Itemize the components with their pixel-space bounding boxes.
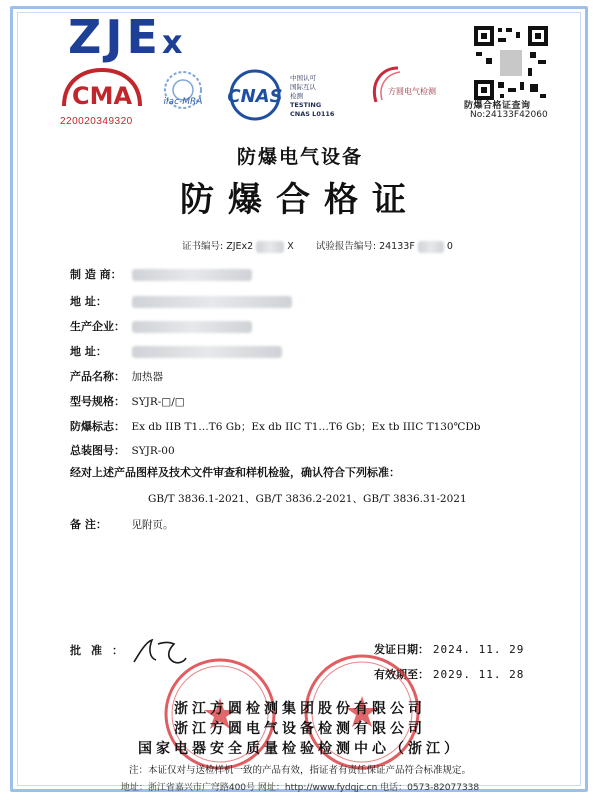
- brand-logo: ZJEx: [68, 10, 187, 64]
- qr-number: No:24133F42060: [470, 110, 548, 120]
- issuer-org-1: 浙江方圆检测集团股份有限公司: [174, 701, 426, 717]
- product-label: 产品名称：: [70, 370, 125, 383]
- cma-logo: [60, 66, 144, 127]
- product-row: [70, 368, 163, 384]
- model-label: 型号规格：: [70, 395, 125, 408]
- qr-code-icon[interactable]: [472, 24, 550, 102]
- svg-text:ilac-MRA: ilac-MRA: [163, 97, 203, 107]
- footer-contact: 地址：浙江省嘉兴市广穹路400号 网址：http://www.fydqjc.cn 电话：0573-82077338: [120, 783, 480, 793]
- address1-label: 地 址：: [70, 295, 107, 308]
- report-number-value: 24133F: [379, 241, 415, 252]
- footnote: 注：本证仅对与送检样机一致的产品有效，指证者有责任保证产品符合标准规定。: [128, 765, 471, 776]
- manufacturer-row: [70, 266, 252, 282]
- cnas-logo: [222, 68, 288, 122]
- cma-code: 220020349320: [60, 116, 133, 127]
- report-number-label: 试验报告编号:: [315, 241, 377, 252]
- drawing-row: [70, 442, 175, 458]
- issuer-org-3: 国家电器安全质量检验检测中心（浙江）: [138, 741, 462, 757]
- svg-text:方圆电气检测: 方圆电气检测: [388, 87, 436, 96]
- address2-label: 地 址：: [70, 345, 107, 358]
- exmark-row: [70, 418, 481, 434]
- statement: 经对上述产品图样及技术文件审查和样机检验，确认符合下列标准：: [70, 466, 400, 479]
- redacted-manufacturer: [132, 269, 252, 281]
- document-title: 防爆合格证: [180, 180, 420, 220]
- cma-mark-icon: [60, 66, 144, 110]
- svg-text:CMA: CMA: [71, 82, 133, 110]
- approve-label: 批准：: [70, 644, 133, 657]
- redacted-address1: [132, 296, 292, 308]
- redacted-address2: [132, 346, 282, 358]
- valid-date-value: 2029. 11. 28: [432, 668, 525, 681]
- cert-number-value: ZJEx2: [226, 241, 254, 252]
- address2-row: [70, 343, 282, 359]
- issuer-org-2: 浙江方圆电气设备检测有限公司: [174, 721, 426, 737]
- valid-date-label: 有效期至：: [374, 668, 429, 681]
- producer-row: [70, 318, 252, 334]
- remark-row: [70, 516, 174, 532]
- certificate-numbers: [182, 238, 453, 253]
- model-row: [70, 393, 185, 409]
- redacted-producer: [132, 321, 252, 333]
- standards-list: GB/T 3836.1-2021、GB/T 3836.2-2021、GB/T 3836.31-2021: [148, 493, 467, 505]
- document-subtitle: 防爆电气设备: [236, 146, 363, 168]
- remark-value: 见附页。: [131, 519, 174, 531]
- address1-row: [70, 293, 292, 309]
- remark-label: 备 注：: [70, 518, 107, 531]
- redacted-report-number: [418, 241, 444, 253]
- fangyuan-swoosh-logo: [368, 62, 458, 110]
- svg-text:CNAS: CNAS: [227, 86, 283, 107]
- producer-label: 生产企业：: [70, 320, 125, 333]
- exmark-value: Ex db IIB T1…T6 Gb；Ex db IIC T1…T6 Gb；Ex tb IIIC T130℃Db: [131, 421, 481, 433]
- issue-date-label: 发证日期：: [374, 643, 429, 656]
- ilac-mra-logo: [150, 68, 216, 122]
- issue-date-value: 2024. 11. 29: [432, 643, 525, 656]
- report-number-tail: 0: [446, 241, 453, 252]
- redacted-cert-number: [256, 241, 284, 253]
- manufacturer-label: 制 造 商：: [70, 268, 122, 281]
- drawing-label: 总装图号：: [70, 444, 125, 457]
- cert-number-tail: X: [287, 241, 294, 252]
- product-value: 加热器: [131, 371, 163, 383]
- drawing-value: SYJR-00: [131, 445, 175, 457]
- cnas-caption: 中国认可 国际互认 检测 TESTING CNAS L0116: [290, 74, 335, 118]
- exmark-label: 防爆标志：: [70, 420, 125, 433]
- qr-caption: 防爆合格证查询: [464, 101, 531, 111]
- model-value: SYJR-□/□: [131, 396, 185, 408]
- cert-number-label: 证书编号:: [182, 241, 224, 252]
